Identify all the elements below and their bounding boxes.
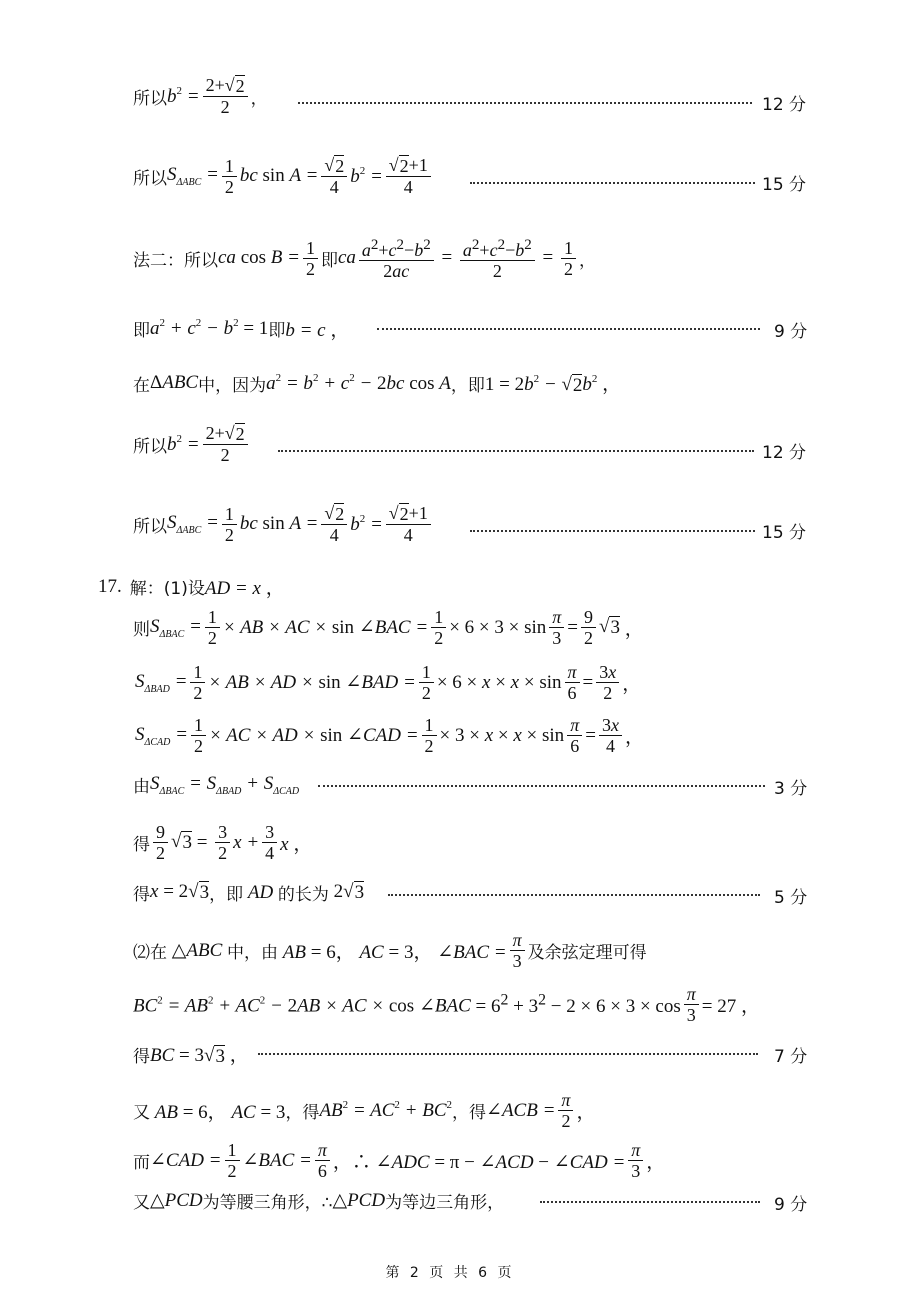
math: ca cos B = (218, 247, 300, 268)
fraction: $\frac{9}{2}$ (153, 822, 168, 863)
page-footer: 第 2 页 共 6 页 (385, 1265, 515, 1281)
fraction: $\frac{3x}{4}$ (599, 715, 622, 756)
score: 5 分 (774, 888, 808, 908)
math: $S_{\Delta BAC}$ = (150, 615, 202, 640)
math: $a^2 + c^2 - b^2 = 1$ (150, 317, 269, 339)
line-3: 法二：所以 ca cos B = $\frac{1}{2}$ 即 ca $\frac{a^2+c^2-b^2}{2ac}$ = $\frac{a^2+c^2-b^2}{2}$ = $\frac{1}{2}$ ， (133, 237, 596, 281)
text: 由 (133, 777, 150, 797)
math: $b^2$ = (350, 512, 383, 535)
text: ， (250, 88, 268, 109)
fraction: $\frac{a^2+c^2-b^2}{2ac}$ (359, 235, 434, 281)
leader-dots (470, 530, 755, 532)
text: ，即 (450, 375, 485, 396)
line-10: $S_{\Delta BAD}$ = $\frac{1}{2}$ × AB × AD × sin ∠BAD = $\frac{1}{2}$ × 6 × x × x × sin $\frac{\pi}{6}$ = $\frac{3x}{2}$ ， (135, 662, 642, 703)
text: 所以 (133, 516, 167, 537)
question-17-header (98, 573, 285, 600)
score: 9 分 (774, 1195, 808, 1215)
text: 所以 (133, 436, 167, 457)
fraction: $\frac{3}{2}$ (215, 822, 230, 863)
leader-dots (540, 1201, 760, 1203)
math: bc sin A = (239, 165, 319, 186)
text: 即 (320, 250, 338, 271)
text: ，得 (285, 1103, 320, 1123)
text: 而 (133, 1153, 150, 1173)
math: ca (337, 247, 356, 268)
text: 为等腰三角形，∴ (202, 1193, 333, 1213)
fraction: √ 2 4 (321, 155, 347, 197)
score: 9 分 (774, 322, 808, 342)
fraction: √ 2 +1 4 (386, 155, 431, 197)
score: 12 分 (762, 443, 807, 463)
leader-dots (470, 182, 755, 184)
leader-dots (278, 450, 754, 452)
text: 得 (133, 885, 150, 905)
line-7 (133, 503, 434, 545)
text: ，即 (209, 885, 244, 905)
leader-dots (318, 785, 765, 787)
text: 则 (133, 620, 150, 640)
math: b = c ， (285, 320, 350, 341)
fraction: $\frac{3x}{2}$ (596, 662, 619, 703)
text: 得 (133, 1046, 150, 1067)
text: 的长为 (277, 885, 329, 905)
fraction: $\frac{\pi}{6}$ (565, 662, 580, 703)
line-5 (133, 369, 621, 397)
fraction: $\frac{a^2+c^2-b^2}{2}$ (460, 235, 535, 281)
line-15: ⑵在 △ABC 中，由 AB = 6， AC = 3， ∠BAC = $\frac{\pi}{3}$ 及余弦定理可得 (133, 930, 647, 971)
leader-dots (388, 894, 760, 896)
math: $b^2$ = (350, 164, 383, 187)
fraction: $\frac{1}{2}$ (431, 607, 446, 648)
fraction: 2+√ 2 2 (203, 423, 248, 465)
text: 即 (133, 321, 150, 341)
math: bc sin A = (239, 513, 319, 534)
math: $b^2$ = (167, 432, 200, 455)
fraction: $\frac{\pi}{3}$ (510, 930, 525, 971)
score: 15 分 (762, 175, 807, 195)
fraction: √ 2 4 (321, 503, 347, 545)
leader-dots (377, 328, 760, 330)
fraction: $\frac{\pi}{3}$ (549, 607, 564, 648)
text: 所以 (133, 88, 167, 109)
text: 得 (133, 835, 150, 855)
fraction: $\frac{1}{2}$ (225, 1140, 240, 1181)
fraction: $\frac{\pi}{3}$ (628, 1140, 643, 1181)
text: 又 (133, 1103, 150, 1123)
text: ⑵在 (133, 943, 167, 963)
fraction: $\frac{1}{2}$ (419, 662, 434, 703)
text: 法二：所以 (133, 250, 218, 271)
line-19: 而 ∠CAD = $\frac{1}{2}$ ∠BAC = $\frac{\pi}{6}$ ，∴ ∠ADC = π − ∠ACD − ∠CAD = $\frac{\pi}{3}$ ， (133, 1140, 666, 1181)
fraction: $\frac{3}{4}$ (262, 822, 277, 863)
line-1 (133, 75, 268, 117)
text: 及余弦定理可得 (527, 943, 647, 963)
score: 12 分 (762, 95, 807, 115)
line-17: 得 BC = 3√ 3 ， (133, 1040, 249, 1068)
line-6 (133, 423, 251, 465)
question-number: 17. (98, 575, 122, 597)
line-11: $S_{\Delta CAD}$ = $\frac{1}{2}$ × AC × AD × sin ∠CAD = $\frac{1}{2}$ × 3 × x × x × sin $\frac{\pi}{6}$ = $\frac{3x}{4}$ ， (135, 715, 644, 756)
fraction: √ 2 +1 4 (386, 503, 431, 545)
math: $S_{\Delta CAD}$ = (135, 723, 188, 748)
math: AD = x ， (204, 578, 285, 599)
fraction: $\frac{1}{2}$ (222, 156, 237, 197)
math: $1 = 2b^2$ − √ 2 $b^2$ ， (484, 373, 622, 396)
fraction: $\frac{1}{2}$ (205, 607, 220, 648)
text: 所以 (133, 168, 167, 189)
math: ΔABC (150, 372, 199, 393)
text: 在 (133, 375, 150, 396)
line-18: 又 AB = 6， AC = 3 ，得 $AB^2 = AC^2 + BC^2$ ，得 ∠ACB = $\frac{\pi}{2}$ ， (133, 1090, 596, 1131)
text: 中，由 (227, 943, 279, 963)
text: ，得 (452, 1103, 487, 1123)
math: $S_{\Delta ABC}$ = (167, 164, 219, 188)
fraction: $\frac{\pi}{2}$ (558, 1090, 573, 1131)
score: 15 分 (762, 523, 807, 543)
text: 为等边三角形， (385, 1193, 505, 1213)
line-16: $BC^2 = AB^2 + AC^2 - 2AB$ × AC × cos ∠BAC = $6^2 + 3^2 - 2 \times 6 \times 3 \times \cos$ $\frac{\pi}{3}$ = 27 ， (133, 984, 760, 1025)
fraction: $\frac{9}{2}$ (581, 607, 596, 648)
leader-dots (298, 102, 752, 104)
fraction: $\frac{1}{2}$ (422, 715, 437, 756)
fraction: $\frac{1}{2}$ (303, 238, 318, 279)
fraction: $\frac{1}{2}$ (190, 662, 205, 703)
math: $S_{\Delta BAD}$ = (135, 670, 188, 695)
text: 又 (133, 1193, 150, 1213)
line-20: 又 △PCD 为等腰三角形，∴ △PCD 为等边三角形， (133, 1190, 505, 1213)
score: 3 分 (774, 779, 808, 799)
text: 即 (268, 321, 286, 341)
text: 解：(1)设 (129, 579, 205, 599)
math: $b^2$ = (167, 84, 200, 107)
line-12: 由 $S_{\Delta BAC} = S_{\Delta BAD} + S_{\Delta CAD}$ (133, 772, 300, 797)
fraction: $\frac{1}{2}$ (222, 504, 237, 545)
line-13: 得 $\frac{9}{2}$ √ 3 = $\frac{3}{2}$ x + $\frac{3}{4}$ x ， (133, 822, 313, 863)
text: 中，因为 (198, 375, 267, 396)
fraction: 2+√ 2 2 (203, 75, 248, 117)
line-9: 则 $S_{\Delta BAC}$ = $\frac{1}{2}$ × AB × AC × sin ∠BAC = $\frac{1}{2}$ × 6 × 3 × sin $\frac{\pi}{3}$ = $\frac{9}{2}$ √ 3 ， (133, 607, 644, 648)
fraction: $\frac{1}{2}$ (561, 238, 576, 279)
fraction: $\frac{\pi}{6}$ (567, 715, 582, 756)
fraction: $\frac{\pi}{6}$ (315, 1140, 330, 1181)
math: $a^2 = b^2 + c^2 - 2bc$ cos A (266, 371, 451, 394)
line-4 (133, 315, 349, 342)
math: × AB × AC × sin ∠BAC = (222, 617, 429, 638)
line-2 (133, 155, 434, 197)
leader-dots (258, 1053, 758, 1055)
fraction: $\frac{1}{2}$ (191, 715, 206, 756)
score: 7 分 (774, 1047, 808, 1067)
math: $S_{\Delta ABC}$ = (167, 512, 219, 536)
fraction: $\frac{\pi}{3}$ (684, 984, 699, 1025)
line-14: 得 x = 2√ 3 ，即 AD 的长为 2√ 3 (133, 881, 365, 905)
